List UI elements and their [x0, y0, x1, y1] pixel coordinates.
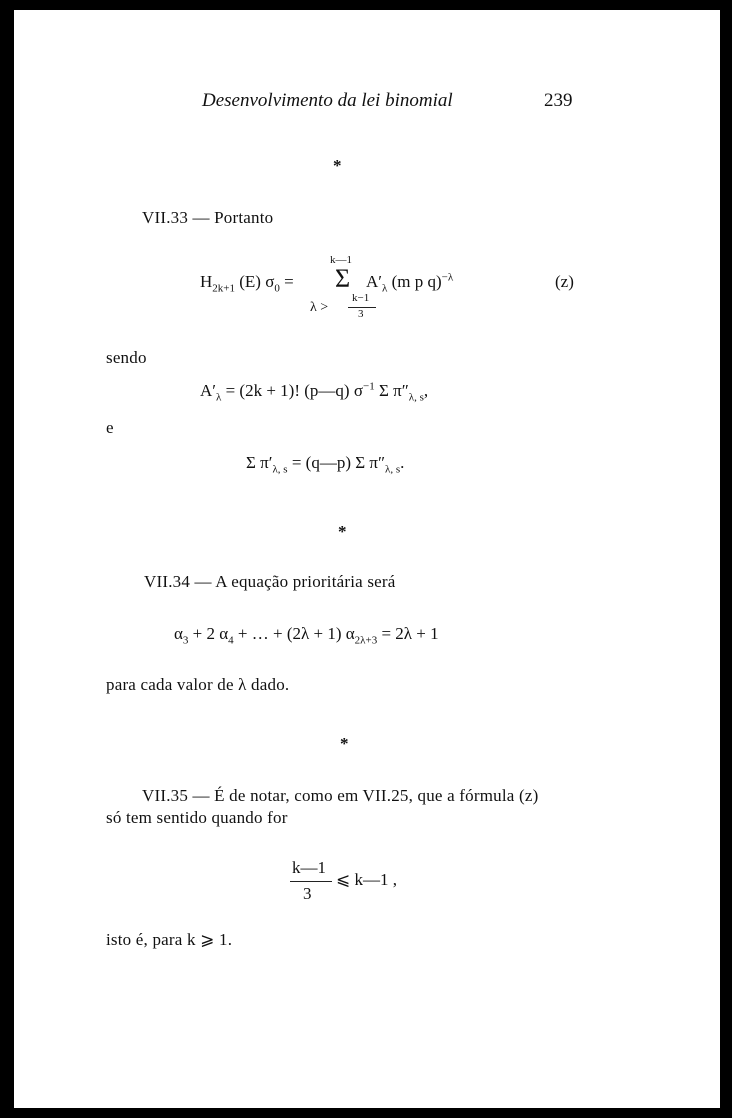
word-sendo: sendo	[106, 348, 147, 367]
equation-a-prime: $A'_\lambda = (2k + 1)$! (p—q) $\sigma^{-1}$ Σ $\pi''_{\lambda, s}$,	[200, 380, 429, 404]
page-number: 239	[544, 90, 573, 111]
inequality-fraction-bar	[290, 881, 332, 882]
section-separator: *	[333, 156, 342, 175]
equation-z-rhs: $A'_\lambda$ (m p q)$^{-\lambda}$	[366, 271, 454, 295]
inequality-relation: ⩽ k—1 ,	[336, 870, 397, 889]
word-e: e	[106, 418, 114, 437]
lower-frac-denominator: 3	[358, 308, 364, 320]
summation-sign: Σ	[335, 264, 351, 293]
lower-frac-numerator: k−1	[352, 292, 370, 304]
equation-z-lhs: $H_{2k+1}$ (E) $\sigma_0$ =	[200, 272, 294, 295]
sum-upper-limit: k—1	[330, 254, 352, 266]
equation-tag-z: (z)	[555, 272, 574, 291]
section-separator: *	[338, 522, 347, 541]
inequality-numerator: k—1	[292, 858, 326, 877]
sum-lower-limit: λ >	[310, 300, 329, 315]
paragraph-vii34-after: para cada valor de λ dado.	[106, 675, 290, 694]
inequality-denominator: 3	[303, 884, 312, 903]
paragraph-vii35-line2: só tem sentido quando for	[106, 808, 288, 827]
paragraph-vii35-after: isto é, para k ⩾ 1.	[106, 930, 233, 949]
equation-priority: $\alpha_3 + 2$ $\alpha_4$ + … + (2λ + 1) $\alpha_{2\lambda+3} = 2\lambda + 1$	[174, 624, 439, 647]
section-separator: *	[340, 734, 349, 753]
paragraph-vii35-line1: VII.35 — É de notar, como em VII.25, que a fórmula (z)	[142, 786, 539, 805]
book-page	[14, 10, 720, 1108]
running-title: Desenvolvimento da lei binomial	[202, 90, 453, 111]
section-heading-vii34: VII.34 — A equação prioritária será	[144, 572, 396, 591]
equation-sum-pi: Σ $\pi'_{\lambda, s}$ = (q—p) Σ $\pi''_{\lambda, s}$.	[246, 453, 405, 476]
section-heading-vii33: VII.33 — Portanto	[142, 208, 274, 227]
